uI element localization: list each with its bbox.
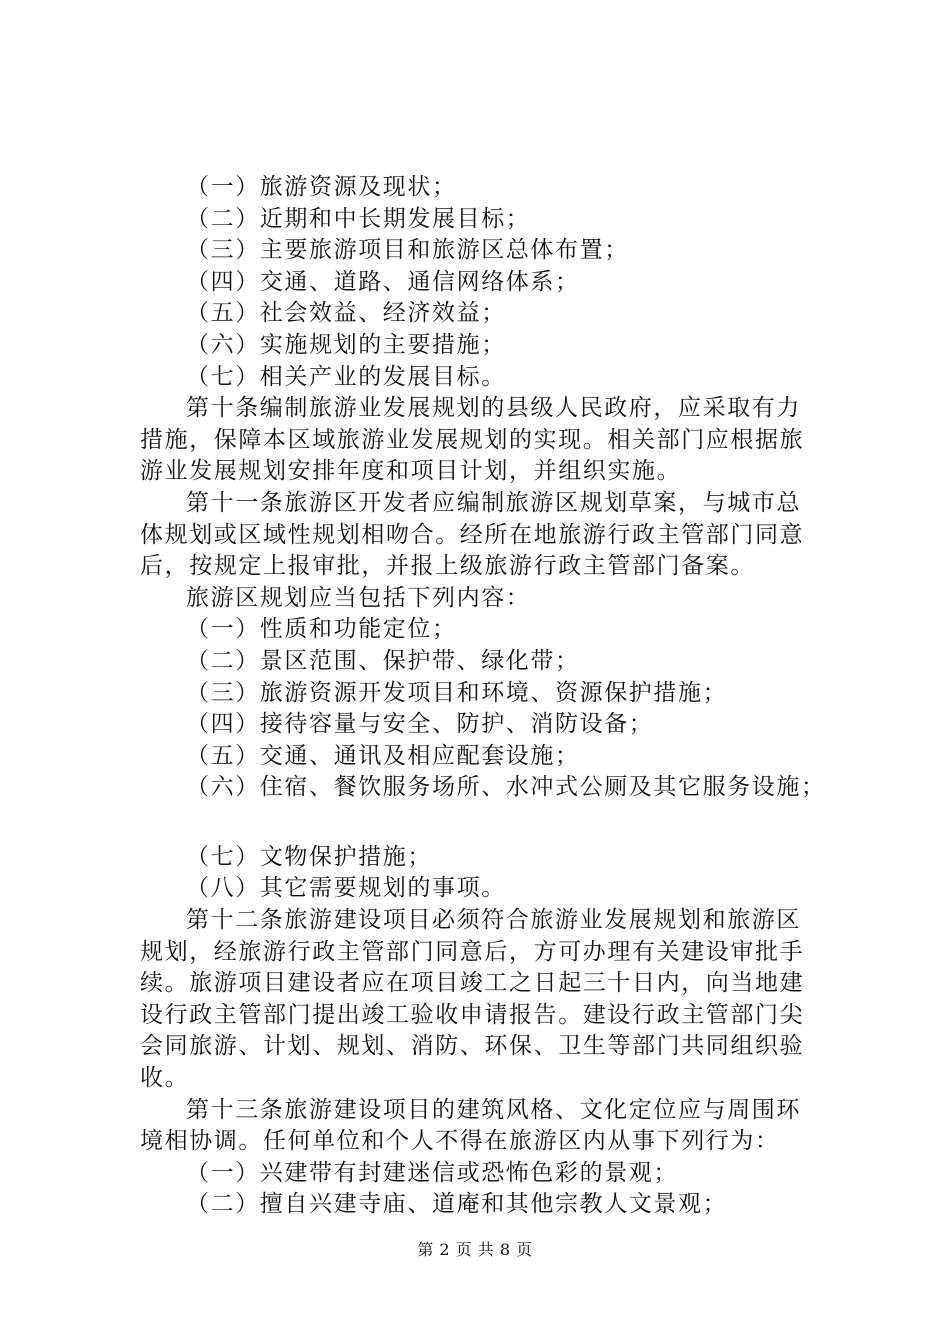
- list-item: （六）住宿、餐饮服务场所、水冲式公厕及其它服务设施；: [186, 774, 826, 801]
- list-item: （四）交通、道路、通信网络体系；: [186, 268, 580, 295]
- list-item: （五）交通、通讯及相应配套设施；: [186, 742, 580, 769]
- document-body: [140, 172, 846, 1221]
- list-item: （二）景区范围、保护带、绿化带；: [186, 647, 580, 674]
- article-12-line: 规划，经旅游行政主管部门同意后，方可办理有关建设审批手: [140, 938, 805, 965]
- page-footer: 第 2 页 共 8 页: [417, 1240, 533, 1259]
- list-item: （五）社会效益、经济效益；: [186, 300, 506, 327]
- article-12-line: 设行政主管部门提出竣工验收申请报告。建设行政主管部门尖: [140, 1001, 805, 1028]
- list-item: （六）实施规划的主要措施；: [186, 331, 506, 358]
- article-12-line: 第十二条旅游建设项目必须符合旅游业发展规划和旅游区: [186, 907, 801, 934]
- list-item: （二）近期和中长期发展目标；: [186, 205, 531, 232]
- article-13-line: 境相协调。任何单位和个人不得在旅游区内从事下列行为：: [140, 1128, 780, 1155]
- article-11-line: 体规划或区域性规划相吻合。经所在地旅游行政主管部门同意: [140, 521, 805, 548]
- article-10-line: 第十条编制旅游业发展规划的县级人民政府，应采取有力: [186, 395, 801, 422]
- article-11-line: 第十一条旅游区开发者应编制旅游区规划草案，与城市总: [186, 489, 801, 516]
- article-10-line: 措施，保障本区域旅游业发展规划的实现。相关部门应根据旅: [140, 426, 805, 453]
- blank-line: [186, 804, 846, 842]
- article-12-line: 续。旅游项目建设者应在项目竣工之日起三十日内，向当地建: [140, 970, 805, 997]
- list-item: （一）性质和功能定位；: [186, 616, 457, 643]
- article-11-line: 后，按规定上报审批，并报上级旅游行政主管部门备案。: [140, 553, 755, 580]
- list-item: （四）接待容量与安全、防护、消防设备；: [186, 711, 654, 738]
- list-item: （七）文物保护措施；: [186, 843, 432, 870]
- article-11-intro: 旅游区规划应当包括下列内容：: [186, 584, 531, 611]
- article-12-line: 收。: [140, 1065, 190, 1092]
- article-13-line: 第十三条旅游建设项目的建筑风格、文化定位应与周围环: [186, 1096, 801, 1123]
- article-12-line: 会同旅游、计划、规划、消防、环保、卫生等部门共同组织验: [140, 1033, 805, 1060]
- list-item: （二）擅自兴建寺庙、道庵和其他宗教人文景观；: [186, 1191, 728, 1218]
- list-item: （三）旅游资源开发项目和环境、资源保护措施；: [186, 679, 728, 706]
- list-item: （三）主要旅游项目和旅游区总体布置；: [186, 237, 629, 264]
- article-10-line: 游业发展规划安排年度和项目计划，并组织实施。: [140, 458, 682, 485]
- list-item: （一）兴建带有封建迷信或恐怖色彩的景观；: [186, 1159, 678, 1186]
- list-item: （七）相关产业的发展目标。: [186, 363, 506, 390]
- list-item: （一）旅游资源及现状；: [186, 174, 457, 200]
- list-item: （八）其它需要规划的事项。: [186, 875, 506, 902]
